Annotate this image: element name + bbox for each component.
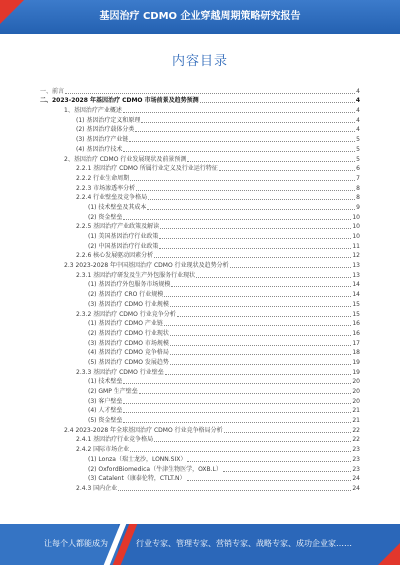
toc-entry-page: 21	[352, 407, 360, 415]
dot-leader	[148, 199, 355, 200]
toc-entry-page: 15	[352, 300, 360, 308]
toc-entry-label: (1) 基因治疗 CDMO 产业链	[88, 320, 163, 328]
toc-entry[interactable]	[40, 444, 360, 454]
toc-entry-page: 18	[352, 349, 360, 357]
dot-leader	[123, 383, 351, 384]
toc-entry-label: 2.4.2 国际市场企业	[76, 446, 130, 454]
toc-entry-label: (3) 客户壁垒	[88, 397, 123, 405]
toc-entry-page: 22	[352, 436, 360, 444]
toc-entry-label: 2.2.3 市场渗透率分析	[76, 184, 136, 192]
dot-leader	[170, 335, 351, 336]
toc-entry-page: 14	[352, 291, 360, 299]
toc-entry-label: (4) 基因治疗 CDMO 竞争格局	[88, 349, 169, 357]
toc-entry-page: 10	[352, 233, 360, 240]
toc-entry-label: (1) 基因治疗定义和原理	[76, 116, 141, 124]
toc-entry-label: (1) 技术壁垒	[88, 378, 123, 386]
toc-entry[interactable]	[40, 357, 360, 367]
toc-entry-label: (4) 基因治疗技术	[76, 145, 123, 153]
toc-entry-page: 9	[356, 203, 360, 211]
footer-banner	[0, 524, 400, 565]
toc-entry[interactable]	[40, 435, 360, 445]
toc-entry-page: 21	[352, 417, 360, 425]
toc-entry-label: (2) 基因治疗 CDMO 行业现状	[88, 329, 169, 337]
toc-entry-label: (2) 基因治疗载体分类	[76, 126, 135, 134]
toc-entry[interactable]	[40, 454, 360, 464]
dot-leader	[223, 471, 351, 472]
toc-entry-page: 6	[356, 165, 360, 173]
toc-entry[interactable]	[40, 134, 360, 144]
footer-slogan-tagline: 行业专家、管理专家、营销专家、战略专家、成功企业家……	[136, 539, 352, 548]
toc-entry-label: 2.2.2 行业生命周期	[76, 174, 130, 182]
toc-entry-page: 13	[352, 271, 360, 279]
toc-entry[interactable]	[40, 386, 360, 396]
dot-leader	[129, 141, 355, 142]
toc-entry[interactable]	[40, 222, 360, 232]
toc-entry-label: (2) 资金壁垒	[88, 213, 123, 221]
toc-entry-page: 5	[356, 136, 360, 144]
dot-leader	[187, 480, 352, 481]
toc-entry-label: 2.3.1 基因治疗研发及生产外包服务行业现状	[76, 271, 196, 279]
toc-entry-page: 23	[352, 446, 360, 454]
toc-entry-page: 7	[356, 174, 360, 182]
dot-leader	[219, 170, 355, 171]
header-banner	[0, 0, 400, 34]
dot-leader	[123, 112, 355, 113]
toc-entry[interactable]	[40, 319, 360, 329]
dot-leader	[123, 151, 355, 152]
corner-triangle-bottom-right	[378, 543, 400, 565]
toc-entry-label: (5) 资金壁垒	[88, 417, 123, 425]
toc-entry-page: 13	[352, 262, 360, 270]
toc-entry-label: 2.2.4 行业壁垒及竞争格局	[76, 194, 148, 202]
dot-leader	[230, 267, 352, 268]
toc-entry-page: 20	[352, 378, 360, 386]
toc-entry-label: (2) OxfordBiomedica（牛津生物医学，OXB.L）	[88, 465, 222, 473]
toc-entry-page: 4	[356, 116, 360, 124]
toc-entry-page: 16	[352, 329, 360, 337]
toc-entry-label: (1) 技术壁垒及其成本	[88, 203, 147, 211]
toc-entry[interactable]	[40, 289, 360, 299]
dot-leader	[170, 364, 351, 365]
toc-entry[interactable]	[40, 212, 360, 222]
toc-entry-label: 二、2023-2028 年基因治疗 CDMO 市场前景及趋势预测	[40, 97, 199, 105]
dot-leader	[171, 286, 351, 287]
toc-entry[interactable]	[40, 396, 360, 406]
dot-leader	[123, 412, 351, 413]
dot-leader	[141, 122, 355, 123]
toc-entry[interactable]	[40, 415, 360, 425]
dot-leader	[118, 490, 351, 491]
toc-entry-page: 20	[352, 388, 360, 395]
footer-slogan-lead: 让每个人都能成为	[44, 539, 108, 548]
dot-leader	[154, 257, 351, 258]
toc-entry[interactable]	[40, 105, 360, 115]
dot-leader	[135, 131, 355, 132]
toc-entry[interactable]	[40, 425, 360, 435]
toc-entry-label: 2.2.6 核心发展驱动因素分析	[76, 252, 154, 260]
dot-leader	[200, 102, 355, 103]
toc-entry-label: 1、基因治疗产业概述	[64, 107, 122, 115]
dot-leader	[136, 190, 355, 191]
toc-entry-page: 15	[352, 310, 360, 318]
toc-entry-label: 2.3.2 基因治疗 CDMO 行业竞争分析	[76, 310, 176, 318]
toc-entry-page: 5	[356, 155, 360, 163]
toc-entry-label: 2.2.5 基因治疗产业政策及解读	[76, 223, 160, 231]
toc-entry-page: 22	[352, 426, 360, 434]
toc-entry-page: 19	[352, 368, 360, 376]
toc-entry-label: 2.4.1 基因治疗行业竞争格局	[76, 436, 154, 444]
toc-entry-page: 8	[356, 194, 360, 202]
toc-entry-page: 4	[356, 107, 360, 115]
dot-leader	[130, 180, 355, 181]
toc-entry[interactable]	[40, 144, 360, 154]
toc-entry-label: 2、基因治疗 CDMO 行业发展现状及前景预测	[64, 155, 187, 163]
toc-entry-label: (2) 基因治疗 CRO 行业规模	[88, 291, 164, 299]
toc-entry-label: 2.2.1 基因治疗 CDMO 所属行业定义及行业运行特征	[76, 165, 218, 173]
toc-entry-label: (2) GMP 生产壁垒	[88, 388, 138, 395]
dot-leader	[160, 228, 351, 229]
dot-leader	[187, 161, 355, 162]
dot-leader	[170, 306, 351, 307]
dot-leader	[154, 441, 351, 442]
toc-entry-page: 5	[356, 145, 360, 153]
toc-entry-page: 8	[356, 184, 360, 192]
dot-leader	[170, 345, 351, 346]
toc-entry-label: (3) 基因治疗 CDMO 市场规模	[88, 339, 169, 347]
toc-entry[interactable]	[40, 377, 360, 387]
toc-entry-label: 2.3.3 基因治疗 CDMO 行业壁垒	[76, 368, 164, 376]
toc-entry-label: 2.3 2023-2028 年中国基因治疗 CDMO 行业现状及趋势分析	[64, 262, 229, 270]
toc-entry[interactable]	[40, 125, 360, 135]
toc-entry-page: 14	[352, 281, 360, 289]
toc-entry-label: (4) 人才壁垒	[88, 407, 123, 415]
dot-leader	[123, 219, 351, 220]
toc-entry[interactable]	[40, 154, 360, 164]
dot-leader	[159, 248, 351, 249]
toc-entry[interactable]	[40, 193, 360, 203]
toc-entry[interactable]	[40, 367, 360, 377]
toc-entry[interactable]	[40, 251, 360, 261]
toc-entry-page: 10	[352, 223, 360, 231]
dot-leader	[147, 209, 355, 210]
toc-entry-label: 2.4.3 国内企业	[76, 484, 118, 492]
toc-entry[interactable]	[40, 173, 360, 183]
dot-leader	[159, 238, 351, 239]
toc-entry-page: 4	[356, 126, 360, 134]
toc-entry-label: 一、前言	[40, 87, 65, 95]
toc-entry-label: (3) Catalent（康泰伦特，CTLT.N）	[88, 475, 186, 483]
dot-leader	[164, 325, 351, 326]
dot-leader	[165, 374, 352, 375]
toc-entry-label: (2) 中国基因治疗行业政策	[88, 242, 159, 250]
toc-entry[interactable]	[40, 202, 360, 212]
toc-entry[interactable]	[40, 164, 360, 174]
toc-entry-page: 10	[352, 213, 360, 221]
toc-entry[interactable]	[40, 474, 360, 484]
toc-entry[interactable]	[40, 96, 360, 106]
toc-entry[interactable]	[40, 299, 360, 309]
dot-leader	[123, 403, 351, 404]
toc-entry-page: 19	[352, 358, 360, 366]
toc-entry-page: 24	[352, 484, 360, 492]
dot-leader	[196, 277, 351, 278]
toc-entry[interactable]	[40, 115, 360, 125]
toc-entry[interactable]	[40, 86, 360, 96]
toc-entry-label: 2.4 2023-2028 年全球基因治疗 CDMO 行业竞争格局分析	[64, 426, 223, 434]
toc-entry-page: 11	[352, 242, 360, 250]
toc-entry-page: 23	[352, 465, 360, 473]
toc-entry[interactable]	[40, 231, 360, 241]
toc-entry-page: 23	[352, 455, 360, 463]
toc-entry-label: (1) 基因治疗外包服务市场规模	[88, 281, 171, 289]
dot-leader	[177, 316, 352, 317]
toc-entry[interactable]	[40, 464, 360, 474]
toc-entry[interactable]	[40, 483, 360, 493]
toc-entry[interactable]	[40, 328, 360, 338]
toc-entry-label: (3) 基因治疗产业链	[76, 136, 129, 144]
toc-entry-page: 4	[355, 97, 360, 105]
dot-leader	[187, 461, 351, 462]
toc-entry[interactable]	[40, 309, 360, 319]
dot-leader	[123, 422, 351, 423]
toc-entry-label: (5) 基因治疗 CDMO 发展趋势	[88, 358, 169, 366]
toc-entry[interactable]	[40, 280, 360, 290]
toc-entry-page: 4	[356, 87, 360, 95]
toc-entry-page: 17	[352, 339, 360, 347]
dot-leader	[65, 93, 355, 94]
toc-entry-page: 20	[352, 397, 360, 405]
dot-leader	[170, 354, 351, 355]
toc-entry-page: 12	[352, 252, 360, 260]
toc-entry[interactable]	[40, 338, 360, 348]
dot-leader	[164, 296, 351, 297]
report-title: 基因治疗 CDMO 企业穿越周期策略研究报告	[99, 11, 301, 22]
toc-entry-page: 24	[352, 475, 360, 483]
toc-entry[interactable]	[40, 270, 360, 280]
toc-entry-page: 16	[352, 320, 360, 328]
dot-leader	[139, 393, 352, 394]
toc-entry-label: (1) 美国基因治疗行业政策	[88, 233, 159, 240]
dot-leader	[130, 451, 351, 452]
toc-entry-label: (1) Lonza（瑞士龙沙，LONN.SIX）	[88, 455, 187, 463]
toc-heading: 内容目录	[171, 54, 228, 69]
toc-entry[interactable]	[40, 260, 360, 270]
table-of-contents	[40, 86, 360, 493]
toc-entry[interactable]	[40, 241, 360, 251]
toc-entry[interactable]	[40, 348, 360, 358]
dot-leader	[224, 432, 352, 433]
toc-entry[interactable]	[40, 406, 360, 416]
toc-entry-label: (3) 基因治疗 CDMO 行业规模	[88, 300, 169, 308]
toc-entry[interactable]	[40, 183, 360, 193]
